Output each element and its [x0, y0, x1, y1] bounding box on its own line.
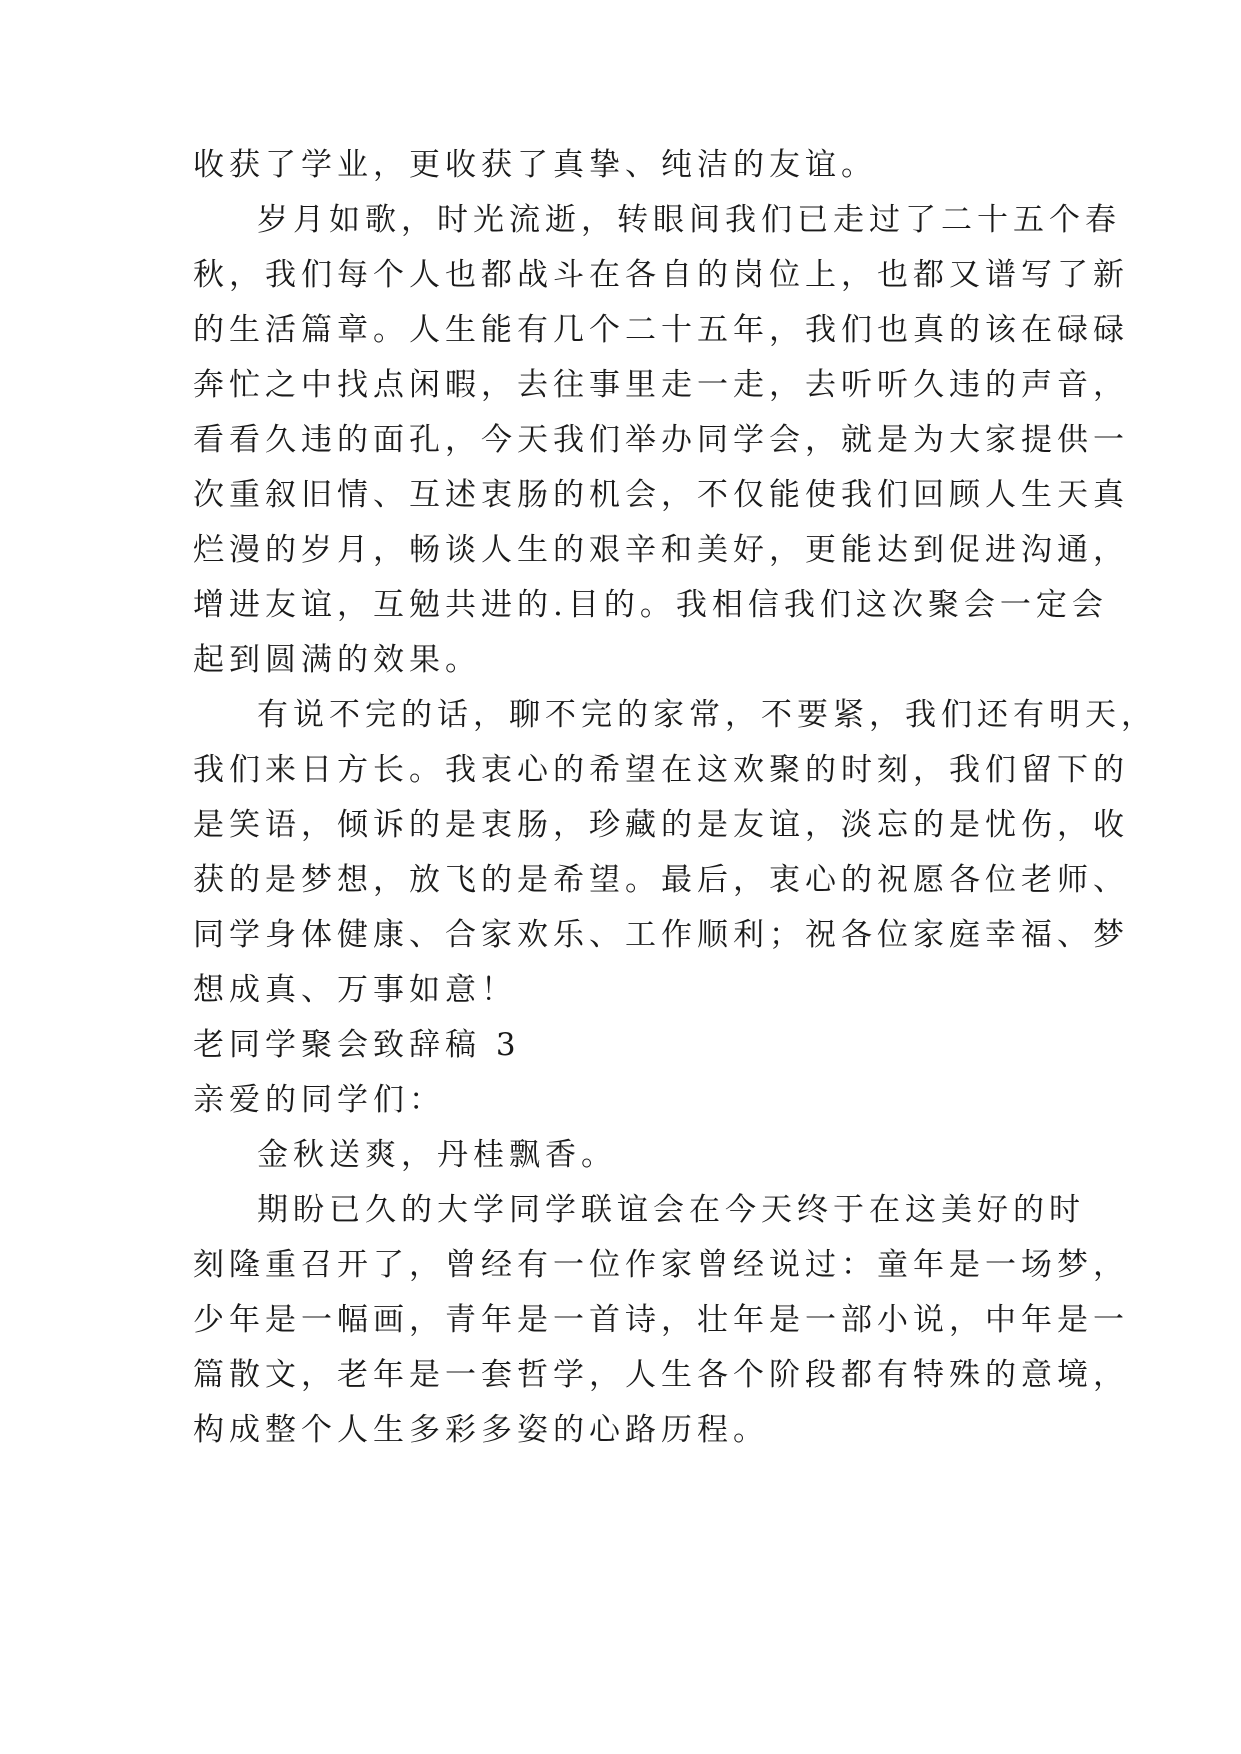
text-line: 构成整个人生多彩多姿的心路历程。	[193, 1412, 769, 1448]
text-line: 获的是梦想，放飞的是希望。最后，衷心的祝愿各位老师、	[193, 862, 1129, 898]
paragraph-first-line: 岁月如歌，时光流逝，转眼间我们已走过了二十五个春	[257, 202, 1121, 238]
text-line: 秋，我们每个人也都战斗在各自的岗位上，也都又谱写了新	[193, 257, 1129, 293]
text-line: 篇散文，老年是一套哲学，人生各个阶段都有特殊的意境，	[193, 1357, 1129, 1393]
text-line: 起到圆满的效果。	[193, 642, 481, 678]
text-line: 我们来日方长。我衷心的希望在这欢聚的时刻，我们留下的	[193, 752, 1129, 788]
section-title: 老同学聚会致辞稿 3	[193, 1027, 521, 1063]
text-line: 收获了学业，更收获了真挚、纯洁的友谊。	[193, 147, 877, 183]
salutation: 亲爱的同学们：	[193, 1082, 445, 1118]
text-line: 奔忙之中找点闲暇，去往事里走一走，去听听久违的声音，	[193, 367, 1129, 403]
text-line: 同学身体健康、合家欢乐、工作顺利；祝各位家庭幸福、梦	[193, 917, 1129, 953]
paragraph-first-line: 金秋送爽，丹桂飘香。	[257, 1137, 617, 1173]
text-line: 刻隆重召开了，曾经有一位作家曾经说过：童年是一场梦，	[193, 1247, 1129, 1283]
text-line: 想成真、万事如意！	[193, 972, 517, 1008]
text-line: 是笑语，倾诉的是衷肠，珍藏的是友谊，淡忘的是忧伤，收	[193, 807, 1129, 843]
text-line: 次重叙旧情、互述衷肠的机会，不仅能使我们回顾人生天真	[193, 477, 1129, 513]
text-line: 看看久违的面孔，今天我们举办同学会，就是为大家提供一	[193, 422, 1129, 458]
text-line: 少年是一幅画，青年是一首诗，壮年是一部小说，中年是一	[193, 1302, 1129, 1338]
paragraph-first-line: 有说不完的话，聊不完的家常，不要紧，我们还有明天，	[257, 697, 1157, 733]
text-line: 增进友谊，互勉共进的.目的。我相信我们这次聚会一定会	[193, 587, 1108, 623]
text-line: 的生活篇章。人生能有几个二十五年，我们也真的该在碌碌	[193, 312, 1129, 348]
text-line: 烂漫的岁月，畅谈人生的艰辛和美好，更能达到促进沟通，	[193, 532, 1129, 568]
paragraph-first-line: 期盼已久的大学同学联谊会在今天终于在这美好的时	[257, 1192, 1085, 1228]
